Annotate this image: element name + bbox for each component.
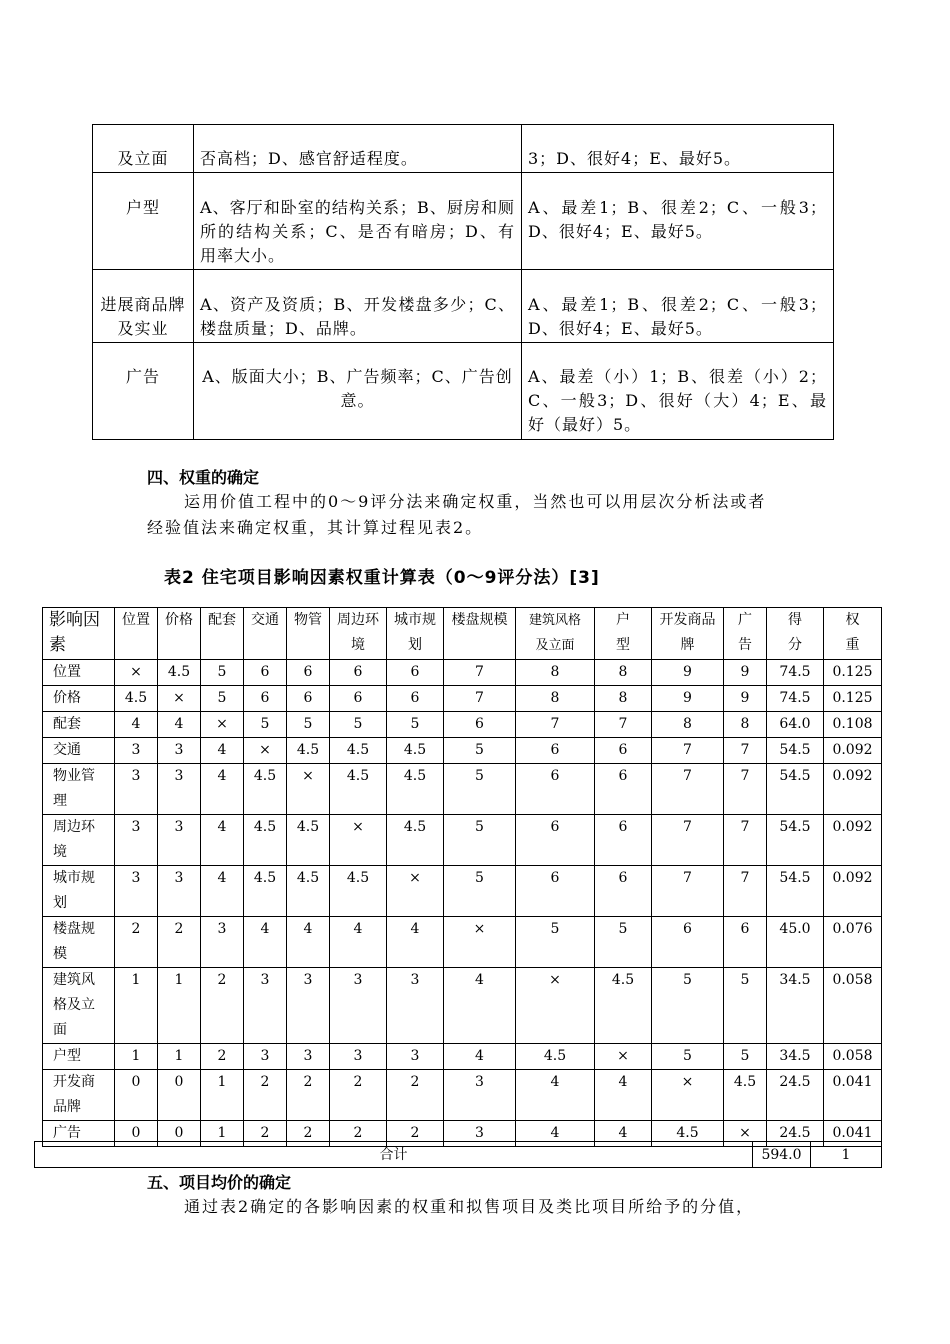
factor-cell: 及立面 bbox=[93, 125, 194, 173]
table-cell: 7 bbox=[444, 686, 516, 712]
table-cell: 5 bbox=[516, 917, 595, 968]
table-cell: × bbox=[444, 917, 516, 968]
table-cell: 7 bbox=[724, 815, 767, 866]
table-cell: 4.5 bbox=[287, 738, 330, 764]
table-cell: 0.076 bbox=[824, 917, 882, 968]
table-row bbox=[43, 815, 882, 866]
row-header-cell: 户型 bbox=[43, 1044, 115, 1070]
table-cell: 4 bbox=[444, 1044, 516, 1070]
table-cell: 34.5 bbox=[767, 968, 824, 1044]
row-header-cell: 建筑风格及立面 bbox=[43, 968, 115, 1044]
table-cell: 0 bbox=[115, 1121, 158, 1147]
table-cell: 6 bbox=[652, 917, 724, 968]
paragraph-line: 经验值法来确定权重，其计算过程见表2。 bbox=[147, 518, 484, 537]
table-cell: 9 bbox=[724, 660, 767, 686]
row-header-cell: 价格 bbox=[43, 686, 115, 712]
table-cell: 7 bbox=[444, 660, 516, 686]
table-cell: 0 bbox=[158, 1070, 201, 1121]
section-heading: 四、权重的确定 bbox=[147, 468, 260, 487]
table-cell: 4 bbox=[330, 917, 387, 968]
table-cell: 4 bbox=[444, 968, 516, 1044]
table-cell: 8 bbox=[516, 660, 595, 686]
content-cell: A、客厅和卧室的结构关系；B、厨房和厕所的结构关系；C、是否有暗房；D、有用率大小。 bbox=[194, 173, 522, 270]
table-cell: 0.041 bbox=[824, 1070, 882, 1121]
table-cell: 4 bbox=[287, 917, 330, 968]
table-cell: 7 bbox=[724, 764, 767, 815]
table-cell: 5 bbox=[444, 738, 516, 764]
header-cell: 建筑风格及立面 bbox=[516, 608, 595, 660]
table-cell: 2 bbox=[244, 1121, 287, 1147]
table-cell: 0.092 bbox=[824, 738, 882, 764]
table-cell: 6 bbox=[516, 738, 595, 764]
table-cell: 1 bbox=[115, 968, 158, 1044]
table-cell: × bbox=[595, 1044, 652, 1070]
table-cell: 6 bbox=[595, 764, 652, 815]
table-cell: 6 bbox=[444, 712, 516, 738]
table-cell: 4.5 bbox=[287, 866, 330, 917]
table-cell: 0.041 bbox=[824, 1121, 882, 1147]
row-header-cell: 广告 bbox=[43, 1121, 115, 1147]
table-cell: 5 bbox=[444, 866, 516, 917]
table-row bbox=[43, 917, 882, 968]
table-cell: 3 bbox=[444, 1121, 516, 1147]
table-cell: 4.5 bbox=[516, 1044, 595, 1070]
table-cell: 5 bbox=[444, 815, 516, 866]
table-cell: 3 bbox=[158, 815, 201, 866]
table-cell: 24.5 bbox=[767, 1070, 824, 1121]
table-cell: 54.5 bbox=[767, 866, 824, 917]
table-cell: 6 bbox=[244, 686, 287, 712]
table-cell: 4.5 bbox=[244, 764, 287, 815]
total-label: 合计 bbox=[35, 1142, 753, 1168]
table-cell: 4 bbox=[158, 712, 201, 738]
table-cell: 3 bbox=[330, 1044, 387, 1070]
table-cell: 2 bbox=[330, 1070, 387, 1121]
table-cell: 1 bbox=[158, 1044, 201, 1070]
table-cell: 4 bbox=[201, 815, 244, 866]
table-cell: 5 bbox=[201, 660, 244, 686]
total-row bbox=[35, 1142, 882, 1168]
table-cell: × bbox=[387, 866, 444, 917]
table-cell: 4.5 bbox=[287, 815, 330, 866]
table-cell: 4 bbox=[115, 712, 158, 738]
table-cell: × bbox=[516, 968, 595, 1044]
table-row bbox=[43, 738, 882, 764]
table-cell: 3 bbox=[158, 866, 201, 917]
header-cell: 交通 bbox=[244, 608, 287, 660]
header-cell: 城市规划 bbox=[387, 608, 444, 660]
table-cell: 6 bbox=[244, 660, 287, 686]
table-cell: 3 bbox=[287, 968, 330, 1044]
table-row bbox=[93, 343, 834, 440]
table-cell: 2 bbox=[387, 1121, 444, 1147]
table-cell: 5 bbox=[444, 764, 516, 815]
table-cell: 0 bbox=[115, 1070, 158, 1121]
table-cell: 4.5 bbox=[244, 866, 287, 917]
table-cell: 6 bbox=[330, 686, 387, 712]
table-cell: 4.5 bbox=[115, 686, 158, 712]
header-cell: 物管 bbox=[287, 608, 330, 660]
table-cell: 4 bbox=[201, 764, 244, 815]
table-cell: 3 bbox=[115, 866, 158, 917]
table-cell: 6 bbox=[516, 866, 595, 917]
total-row-table bbox=[34, 1141, 882, 1168]
table-cell: 2 bbox=[158, 917, 201, 968]
table-cell: 3 bbox=[444, 1070, 516, 1121]
table-cell: × bbox=[115, 660, 158, 686]
section-heading: 五、项目均价的确定 bbox=[147, 1173, 292, 1192]
table-row bbox=[43, 712, 882, 738]
table-cell: 5 bbox=[387, 712, 444, 738]
table-cell: 3 bbox=[387, 968, 444, 1044]
table-cell: × bbox=[244, 738, 287, 764]
row-header-cell: 开发商品牌 bbox=[43, 1070, 115, 1121]
table-cell: 9 bbox=[724, 686, 767, 712]
table-cell: 5 bbox=[724, 968, 767, 1044]
table-cell: 4 bbox=[201, 738, 244, 764]
row-header-cell: 配套 bbox=[43, 712, 115, 738]
table-cell: 6 bbox=[516, 815, 595, 866]
header-cell: 影响因素 bbox=[43, 608, 115, 660]
total-score: 594.0 bbox=[753, 1142, 811, 1168]
table-cell: 4 bbox=[244, 917, 287, 968]
header-cell: 权重 bbox=[824, 608, 882, 660]
table-cell: 45.0 bbox=[767, 917, 824, 968]
table-cell: 3 bbox=[244, 1044, 287, 1070]
table-cell: 8 bbox=[595, 686, 652, 712]
table-cell: 8 bbox=[652, 712, 724, 738]
table-cell: 0.092 bbox=[824, 764, 882, 815]
table-cell: 4.5 bbox=[330, 866, 387, 917]
header-cell: 楼盘规模 bbox=[444, 608, 516, 660]
table-cell: × bbox=[158, 686, 201, 712]
table-cell: 4.5 bbox=[330, 764, 387, 815]
table-cell: 5 bbox=[724, 1044, 767, 1070]
content-cell: A、资产及资质；B、开发楼盘多少；C、楼盘质量；D、品牌。 bbox=[194, 270, 522, 343]
table-cell: 2 bbox=[287, 1121, 330, 1147]
table-cell: 6 bbox=[595, 815, 652, 866]
table-cell: 1 bbox=[201, 1070, 244, 1121]
table-cell: 4.5 bbox=[652, 1121, 724, 1147]
table-cell: 1 bbox=[158, 968, 201, 1044]
header-cell: 开发商品牌 bbox=[652, 608, 724, 660]
table-cell: 8 bbox=[516, 686, 595, 712]
table-cell: 5 bbox=[244, 712, 287, 738]
table-cell: 0 bbox=[158, 1121, 201, 1147]
table-cell: 4 bbox=[201, 866, 244, 917]
table-cell: 3 bbox=[158, 738, 201, 764]
table-cell: 4.5 bbox=[724, 1070, 767, 1121]
header-cell: 价格 bbox=[158, 608, 201, 660]
table-cell: 5 bbox=[201, 686, 244, 712]
table-cell: 3 bbox=[158, 764, 201, 815]
table-cell: 1 bbox=[115, 1044, 158, 1070]
table-cell: 4.5 bbox=[330, 738, 387, 764]
weight-calculation-table bbox=[42, 607, 882, 1147]
table-cell: 4 bbox=[595, 1121, 652, 1147]
header-cell: 户型 bbox=[595, 608, 652, 660]
table-cell: 3 bbox=[115, 815, 158, 866]
factor-cell: 进展商品牌及实业 bbox=[93, 270, 194, 343]
table-cell: 4.5 bbox=[387, 764, 444, 815]
table-cell: 74.5 bbox=[767, 686, 824, 712]
table-cell: 4.5 bbox=[158, 660, 201, 686]
table-cell: 0.108 bbox=[824, 712, 882, 738]
table-row bbox=[43, 660, 882, 686]
table-cell: 6 bbox=[387, 660, 444, 686]
table-cell: 64.0 bbox=[767, 712, 824, 738]
table-cell: 3 bbox=[387, 1044, 444, 1070]
factor-cell: 户型 bbox=[93, 173, 194, 270]
table-cell: 2 bbox=[115, 917, 158, 968]
table-cell: 5 bbox=[652, 968, 724, 1044]
table-row bbox=[43, 968, 882, 1044]
table-cell: 4 bbox=[595, 1070, 652, 1121]
header-cell: 位置 bbox=[115, 608, 158, 660]
table-cell: 5 bbox=[652, 1044, 724, 1070]
table-cell: 7 bbox=[516, 712, 595, 738]
content-cell: A、版面大小；B、广告频率；C、广告创意。 bbox=[194, 343, 522, 440]
table-cell: 2 bbox=[244, 1070, 287, 1121]
table-cell: 3 bbox=[115, 738, 158, 764]
table-cell: × bbox=[652, 1070, 724, 1121]
table-cell: 5 bbox=[287, 712, 330, 738]
table-cell: 4.5 bbox=[387, 815, 444, 866]
table-cell: 9 bbox=[652, 686, 724, 712]
row-header-cell: 交通 bbox=[43, 738, 115, 764]
table-row bbox=[43, 1070, 882, 1121]
table-cell: 2 bbox=[287, 1070, 330, 1121]
paragraph-line: 通过表2确定的各影响因素的权重和拟售项目及类比项目所给予的分值， bbox=[184, 1197, 755, 1216]
table-cell: × bbox=[287, 764, 330, 815]
table-cell: 0.092 bbox=[824, 815, 882, 866]
table-row bbox=[93, 125, 834, 173]
factor-cell: 广告 bbox=[93, 343, 194, 440]
score-cell: 3；D、很好4；E、最好5。 bbox=[522, 125, 834, 173]
score-cell: A、最差1；B、很差2；C、一般3；D、很好4；E、最好5。 bbox=[522, 270, 834, 343]
table-cell: 2 bbox=[330, 1121, 387, 1147]
table-cell: 0.092 bbox=[824, 866, 882, 917]
table-cell: 54.5 bbox=[767, 764, 824, 815]
table-cell: 6 bbox=[516, 764, 595, 815]
row-header-cell: 位置 bbox=[43, 660, 115, 686]
score-cell: A、最差（小）1；B、很差（小）2；C、一般3；D、很好（大）4；E、最好（最好）5。 bbox=[522, 343, 834, 440]
total-weight: 1 bbox=[811, 1142, 882, 1168]
table-cell: 8 bbox=[595, 660, 652, 686]
header-cell: 周边环境 bbox=[330, 608, 387, 660]
table-row bbox=[43, 686, 882, 712]
table-cell: 7 bbox=[652, 764, 724, 815]
table-cell: 0.125 bbox=[824, 660, 882, 686]
table-row bbox=[93, 173, 834, 270]
table-cell: 3 bbox=[244, 968, 287, 1044]
table-cell: 54.5 bbox=[767, 815, 824, 866]
table-cell: 6 bbox=[595, 866, 652, 917]
table-cell: 7 bbox=[652, 738, 724, 764]
table-cell: × bbox=[201, 712, 244, 738]
table-cell: 7 bbox=[724, 866, 767, 917]
paragraph-line: 运用价值工程中的0～9评分法来确定权重，当然也可以用层次分析法或者 bbox=[184, 492, 767, 511]
table-cell: 7 bbox=[652, 815, 724, 866]
table-cell: 34.5 bbox=[767, 1044, 824, 1070]
table-cell: × bbox=[724, 1121, 767, 1147]
table-cell: 7 bbox=[652, 866, 724, 917]
table-cell: 6 bbox=[287, 660, 330, 686]
table-cell: 7 bbox=[595, 712, 652, 738]
header-cell: 得分 bbox=[767, 608, 824, 660]
factor-criteria-table bbox=[92, 124, 834, 440]
table-cell: 3 bbox=[287, 1044, 330, 1070]
table-cell: 6 bbox=[330, 660, 387, 686]
table-cell: 0.125 bbox=[824, 686, 882, 712]
table-cell: 74.5 bbox=[767, 660, 824, 686]
table-cell: 24.5 bbox=[767, 1121, 824, 1147]
table-cell: 2 bbox=[201, 968, 244, 1044]
table-cell: 6 bbox=[387, 686, 444, 712]
table-cell: 0.058 bbox=[824, 968, 882, 1044]
table-cell: 8 bbox=[724, 712, 767, 738]
table-row bbox=[93, 270, 834, 343]
table-cell: 6 bbox=[724, 917, 767, 968]
table-cell: 2 bbox=[387, 1070, 444, 1121]
table-cell: 3 bbox=[201, 917, 244, 968]
score-cell: A、最差1；B、很差2；C、一般3；D、很好4；E、最好5。 bbox=[522, 173, 834, 270]
table-cell: 4 bbox=[516, 1121, 595, 1147]
header-cell: 配套 bbox=[201, 608, 244, 660]
row-header-cell: 周边环境 bbox=[43, 815, 115, 866]
table-cell: 54.5 bbox=[767, 738, 824, 764]
table-cell: 2 bbox=[201, 1044, 244, 1070]
row-header-cell: 城市规划 bbox=[43, 866, 115, 917]
table-cell: 4.5 bbox=[595, 968, 652, 1044]
table-row bbox=[43, 866, 882, 917]
table-cell: 5 bbox=[330, 712, 387, 738]
table-cell: 6 bbox=[287, 686, 330, 712]
table-caption: 表2 住宅项目影响因素权重计算表（0～9评分法）[3] bbox=[164, 568, 600, 588]
table-row bbox=[43, 764, 882, 815]
table-cell: 1 bbox=[201, 1121, 244, 1147]
table-cell: × bbox=[330, 815, 387, 866]
table-cell: 5 bbox=[595, 917, 652, 968]
table-cell: 7 bbox=[724, 738, 767, 764]
table-cell: 3 bbox=[330, 968, 387, 1044]
table-cell: 4.5 bbox=[387, 738, 444, 764]
table-cell: 4 bbox=[516, 1070, 595, 1121]
table-cell: 0.058 bbox=[824, 1044, 882, 1070]
table-cell: 6 bbox=[595, 738, 652, 764]
row-header-cell: 楼盘规模 bbox=[43, 917, 115, 968]
table-row bbox=[43, 1044, 882, 1070]
header-row bbox=[43, 608, 882, 660]
table-cell: 4 bbox=[387, 917, 444, 968]
content-cell: 否高档；D、感官舒适程度。 bbox=[194, 125, 522, 173]
header-cell: 广告 bbox=[724, 608, 767, 660]
table-cell: 3 bbox=[115, 764, 158, 815]
table-cell: 4.5 bbox=[244, 815, 287, 866]
table-cell: 9 bbox=[652, 660, 724, 686]
row-header-cell: 物业管理 bbox=[43, 764, 115, 815]
